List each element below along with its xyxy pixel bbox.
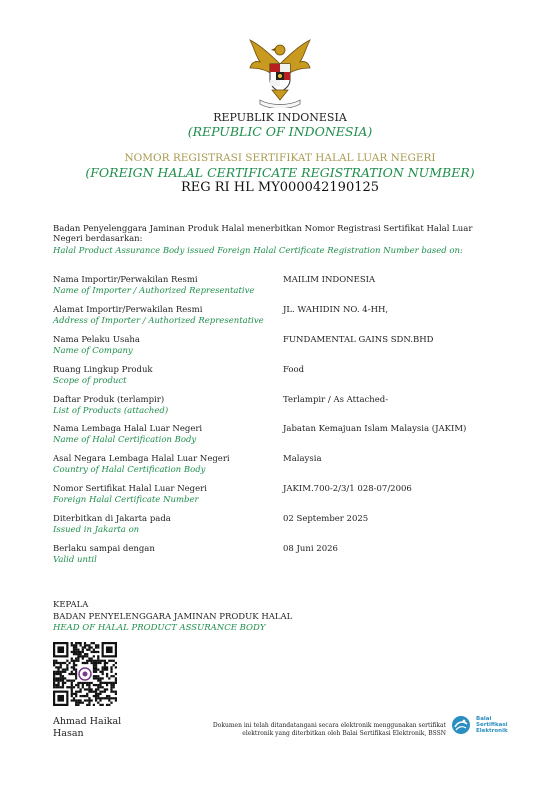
field-value: Jabatan Kemajuan Islam Malaysia (JAKIM)	[283, 424, 467, 434]
field-label-en: Country of Halal Certification Body	[53, 465, 206, 475]
field-label-id: Berlaku sampai dengan	[53, 544, 155, 554]
field-value: FUNDAMENTAL GAINS SDN.BHD	[283, 335, 434, 345]
field-value: Food	[283, 365, 305, 375]
field-label-en: Name of Halal Certification Body	[53, 435, 197, 445]
field-label-en: List of Products (attached)	[53, 406, 169, 416]
field-label-en: Issued in Jakarta on	[53, 525, 140, 535]
certificate-title-id: NOMOR REGISTRASI SERTIFIKAT HALAL LUAR NEGERI	[124, 152, 436, 164]
field-label-id: Asal Negara Lembaga Halal Luar Negeri	[53, 454, 230, 464]
qr-code-icon	[53, 642, 117, 706]
field-label-id: Nama Lembaga Halal Luar Negeri	[53, 424, 203, 434]
bsre-logo-text: Balai Sertifikasi Elektronik	[476, 716, 508, 734]
field-label-en: Scope of product	[53, 376, 127, 386]
garuda-emblem-icon	[246, 34, 314, 108]
field-label-en: Valid until	[53, 555, 97, 565]
field-label-id: Diterbitkan di Jakarta pada	[53, 514, 171, 524]
signatory-title: KEPALA	[53, 600, 89, 610]
country-name-en: (REPUBLIC OF INDONESIA)	[187, 124, 373, 139]
field-label-en: Foreign Halal Certificate Number	[53, 495, 199, 505]
field-label-en: Name of Importer / Authorized Representative	[53, 286, 255, 296]
field-value: 08 Juni 2026	[283, 544, 338, 554]
field-label-id: Alamat Importir/Perwakilan Resmi	[53, 305, 203, 315]
field-label-en: Name of Company	[53, 346, 133, 356]
signatory-name: Ahmad Haikal Hasan	[53, 716, 122, 739]
intro-text-id: Badan Penyelenggara Jaminan Produk Halal menerbitkan Nomor Registrasi Sertifikat Halal Luar Negeri berdasarkan:	[53, 224, 473, 244]
field-value: MAILIM INDONESIA	[283, 275, 376, 285]
country-name-id: REPUBLIK INDONESIA	[213, 111, 347, 124]
registration-number: REG RI HL MY000042190125	[180, 180, 380, 195]
certificate-title-en: (FOREIGN HALAL CERTIFICATE REGISTRATION NUMBER)	[85, 165, 475, 180]
field-value: 02 September 2025	[283, 514, 369, 524]
field-label-en: Address of Importer / Authorized Representative	[53, 316, 264, 326]
field-label-id: Nomor Sertifikat Halal Luar Negeri	[53, 484, 207, 494]
field-label-id: Ruang Lingkup Produk	[53, 365, 153, 375]
field-label-id: Daftar Produk (terlampir)	[53, 395, 165, 405]
field-value: Malaysia	[283, 454, 322, 464]
intro-text-en: Halal Product Assurance Body issued Foreign Halal Certificate Registration Number based on:	[53, 246, 463, 256]
field-value: JL. WAHIDIN NO. 4-HH,	[283, 305, 389, 315]
field-label-id: Nama Importir/Perwakilan Resmi	[53, 275, 198, 285]
field-label-id: Nama Pelaku Usaha	[53, 335, 140, 345]
electronic-signature-note: Dokumen ini telah ditandatangani secara elektronik menggunakan sertifikat elektronik yang diterbitkan oleh Balai Sertifikasi Elektronik, BSSN	[212, 722, 446, 737]
signatory-body-id: BADAN PENYELENGGARA JAMINAN PRODUK HALAL	[53, 612, 293, 622]
signatory-body-en: HEAD OF HALAL PRODUCT ASSURANCE BODY	[53, 623, 266, 633]
field-value: Terlampir / As Attached-	[283, 395, 389, 405]
field-value: JAKIM.700-2/3/1 028-07/2006	[283, 484, 412, 494]
